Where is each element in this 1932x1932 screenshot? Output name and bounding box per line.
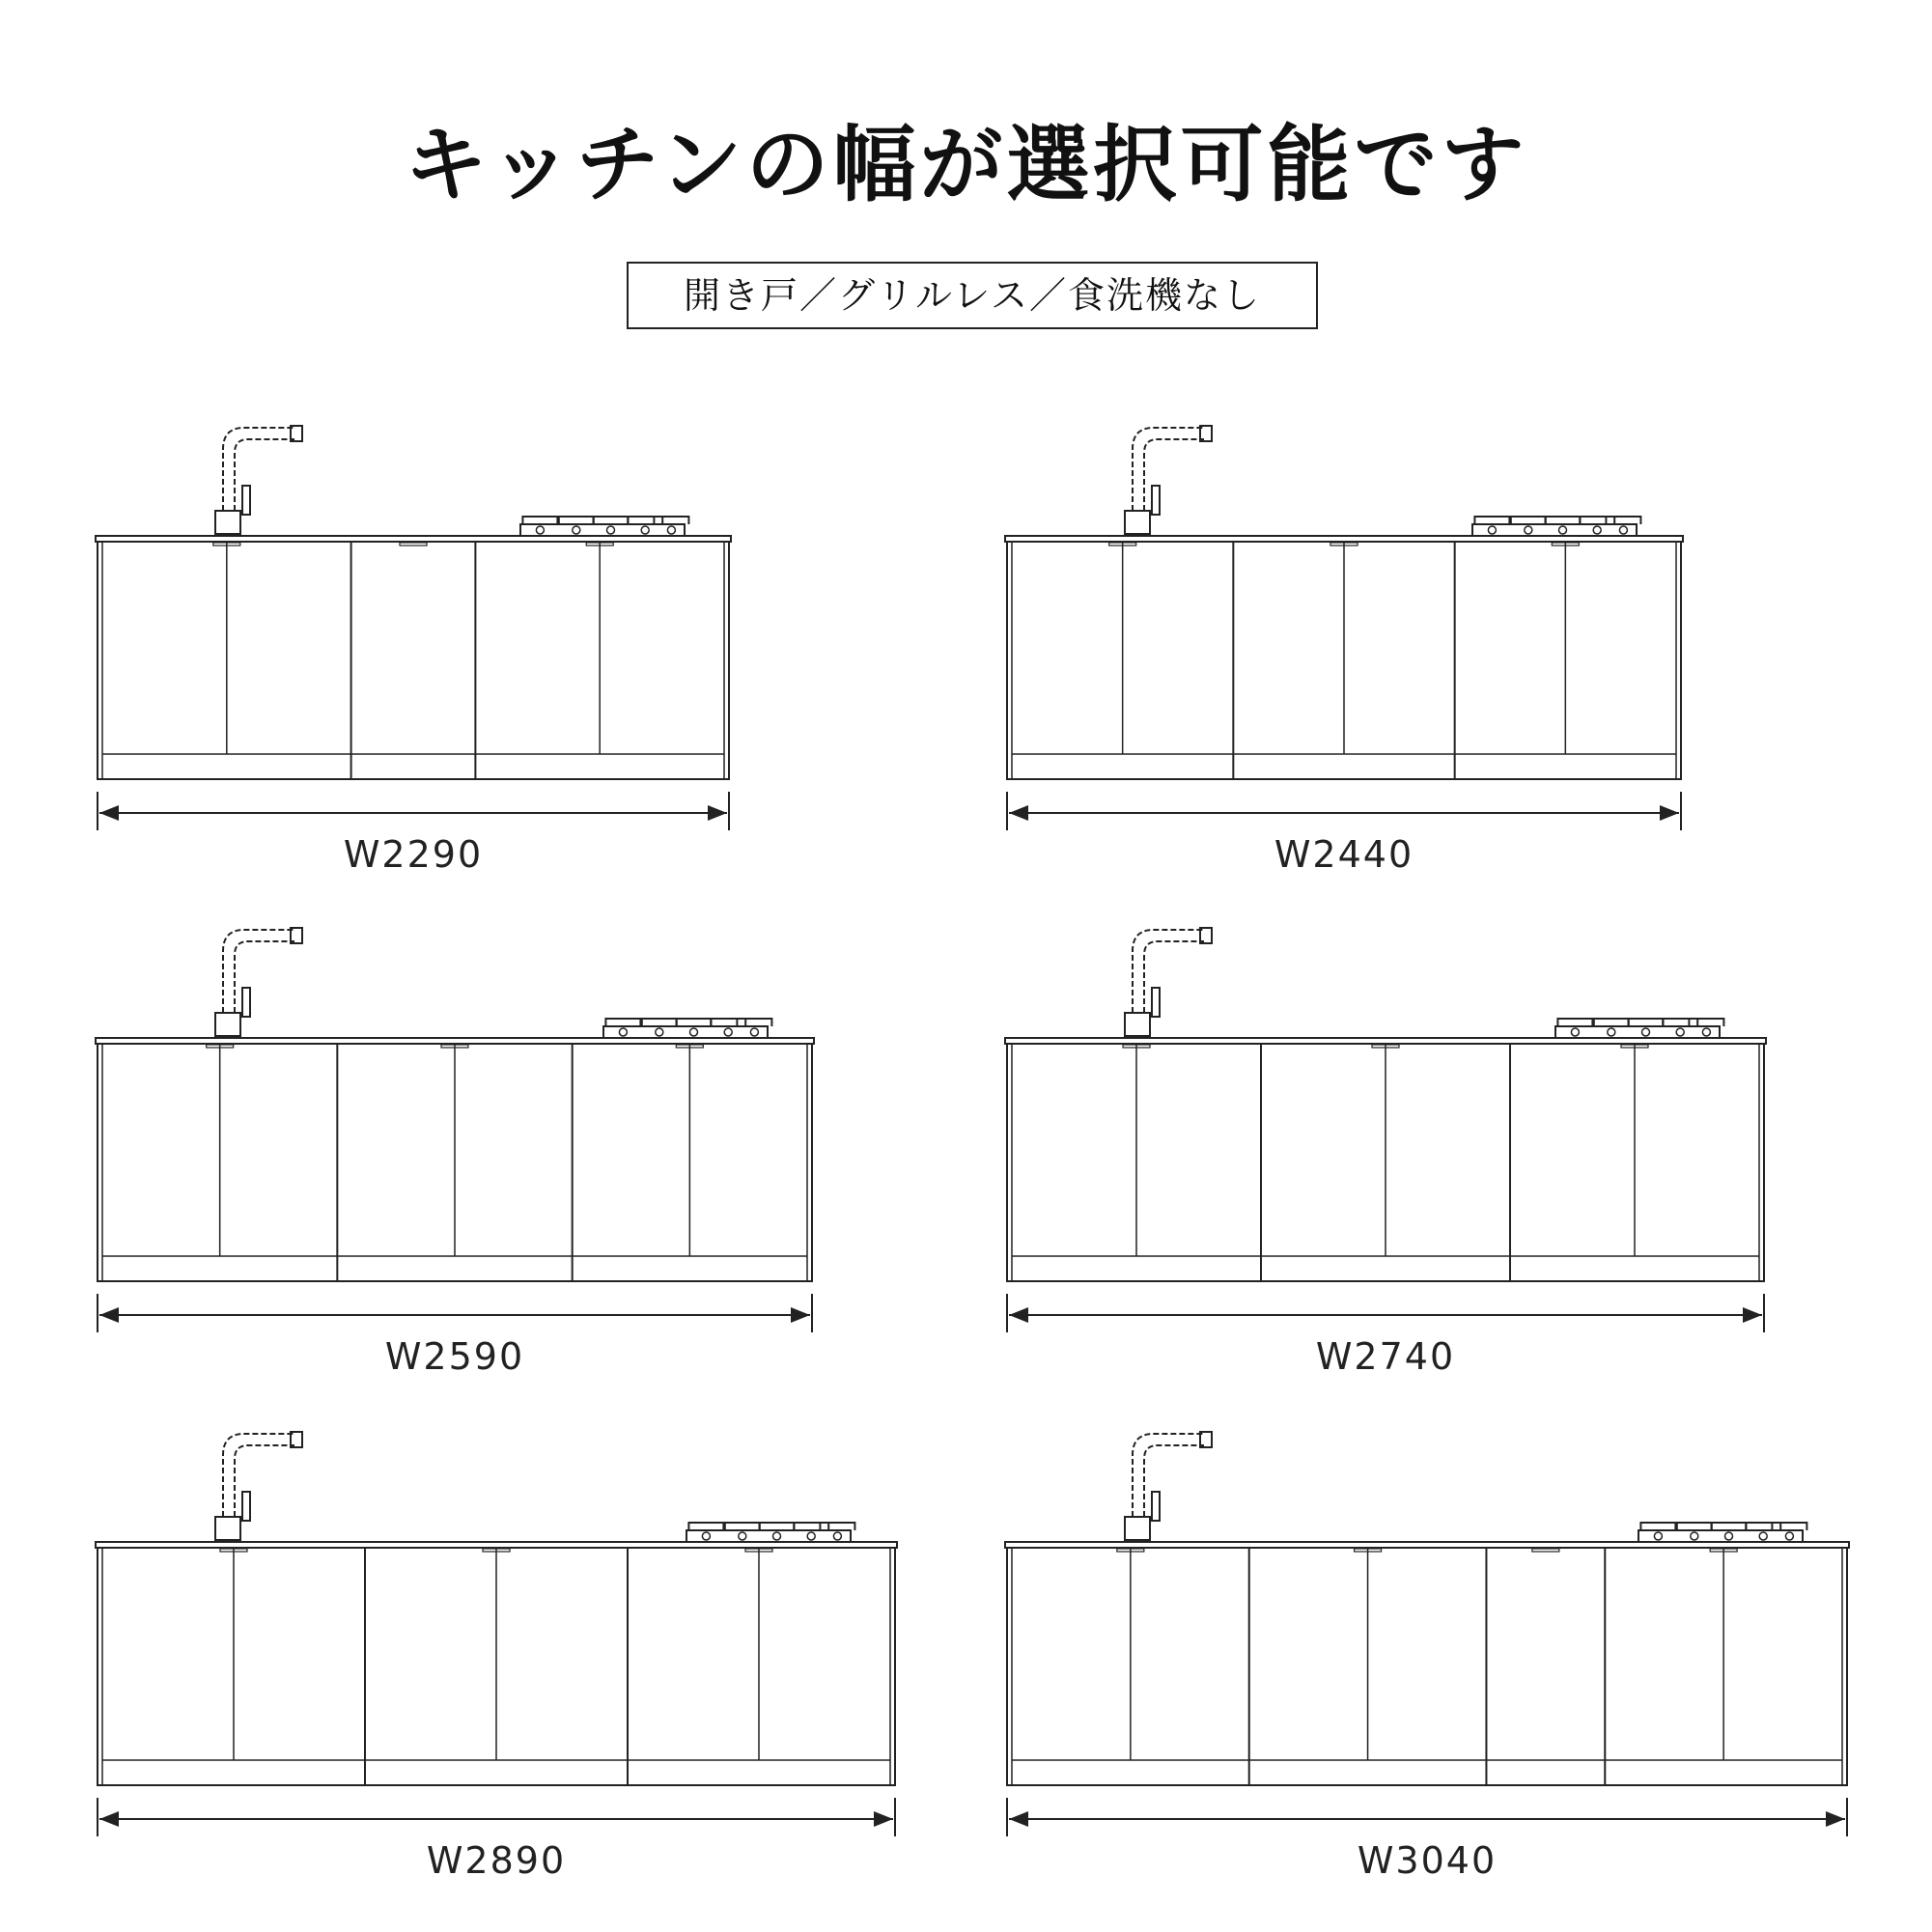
hob-burner [1677,1523,1712,1530]
hob-knob [667,526,675,534]
hob-knob [607,526,615,534]
hob-burner [1594,1019,1629,1026]
faucet-base [1125,1517,1150,1540]
hob-knob [739,1532,746,1540]
kitchen-w2740 [1005,928,1766,1378]
faucet-spout [1133,930,1204,1013]
faucet-base [215,1517,240,1540]
faucet-lever [1152,988,1160,1017]
hob-knob [702,1532,710,1540]
hob-knob [690,1028,698,1036]
kitchen-w2440 [1005,426,1683,876]
hob-knob [1571,1028,1579,1036]
hob-knob [573,526,580,534]
hob-burner [1557,1019,1592,1026]
hob-knob [807,1532,815,1540]
hob-burner [1663,1019,1697,1026]
faucet-base [1125,511,1150,534]
hob-burner [794,1523,828,1530]
gas-hob [686,1530,851,1542]
hob-knob [724,1028,732,1036]
hob-burner [1640,1523,1675,1530]
width-label: W2740 [1315,1335,1456,1378]
faucet-spout [223,428,294,511]
kitchen-w2890 [96,1432,897,1882]
hob-burner [605,1019,640,1026]
gas-hob [1472,524,1637,536]
spec-badge: 開き戸／グリルレス／食洗機なし [627,262,1318,329]
dimension-arrow-right [1826,1811,1845,1827]
faucet-lever [1152,486,1160,515]
gas-hob [1638,1530,1803,1542]
faucet-spout [223,930,294,1013]
faucet-base [215,511,240,534]
hob-burner [1511,517,1546,524]
hob-burner [642,1019,677,1026]
width-label: W2290 [343,833,484,876]
kitchen-w2590 [96,928,814,1378]
hob-knob [1725,1532,1733,1540]
hob-knob [641,526,649,534]
cabinet-outline [1007,1548,1847,1785]
gas-hob [520,524,685,536]
hob-knob [1785,1532,1793,1540]
dimension-arrow-left [99,1307,119,1323]
faucet-spout [223,1434,294,1517]
hob-burner [725,1523,760,1530]
dimension-arrow-left [99,1811,119,1827]
door-handle [400,543,427,546]
dimension-arrow-right [874,1811,893,1827]
hob-knob [1488,526,1496,534]
hob-burner [1580,517,1614,524]
dimension-arrow-left [99,805,119,821]
hob-burner [760,1523,795,1530]
hob-burner [677,1019,712,1026]
hob-burner [1546,517,1581,524]
gas-hob [603,1026,768,1038]
hob-burner [1629,1019,1664,1026]
faucet-spout [1133,428,1204,511]
hob-burner [522,517,557,524]
hob-burner [1772,1523,1806,1530]
hob-knob [833,1532,841,1540]
hob-burner [820,1523,854,1530]
hob-knob [1559,526,1567,534]
hob-knob [1608,1028,1615,1036]
hob-knob [1691,1532,1698,1540]
dimension-arrow-right [708,805,727,821]
dimension-arrow-left [1009,805,1028,821]
hob-knob [536,526,544,534]
hob-burner [688,1523,723,1530]
hob-knob [619,1028,627,1036]
hob-knob [1654,1532,1662,1540]
dimension-arrow-right [1660,805,1679,821]
hob-burner [628,517,662,524]
faucet-lever [242,1492,250,1521]
hob-knob [1759,1532,1767,1540]
hob-burner [711,1019,745,1026]
dimension-arrow-right [1743,1307,1762,1323]
hob-burner [1606,517,1640,524]
faucet-spout [1133,1434,1204,1517]
faucet-lever [1152,1492,1160,1521]
kitchen-w2290 [96,426,731,876]
hob-knob [750,1028,758,1036]
faucet-lever [242,988,250,1017]
kitchen-w3040 [1005,1432,1849,1882]
hob-knob [1676,1028,1684,1036]
dimension-arrow-right [791,1307,810,1323]
hob-knob [1702,1028,1710,1036]
cabinet-outline [98,542,729,779]
hob-burner [559,517,594,524]
width-label: W2590 [384,1335,525,1378]
hob-burner [1746,1523,1780,1530]
faucet-base [215,1013,240,1036]
hob-burner [1474,517,1509,524]
width-label: W2440 [1274,833,1414,876]
hob-knob [1593,526,1601,534]
page-title: キッチンの幅が選択可能です [404,117,1528,213]
hob-knob [1642,1028,1650,1036]
width-label: W3040 [1357,1839,1498,1882]
hob-knob [1525,526,1532,534]
faucet-base [1125,1013,1150,1036]
faucet-lever [242,486,250,515]
dimension-arrow-left [1009,1811,1028,1827]
dimension-arrow-left [1009,1307,1028,1323]
hob-burner [654,517,688,524]
hob-knob [1619,526,1627,534]
door-handle [1532,1549,1559,1552]
hob-burner [1712,1523,1747,1530]
gas-hob [1555,1026,1720,1038]
hob-burner [737,1019,771,1026]
hob-knob [656,1028,663,1036]
hob-burner [594,517,629,524]
hob-knob [773,1532,781,1540]
hob-burner [1689,1019,1723,1026]
width-label: W2890 [426,1839,567,1882]
